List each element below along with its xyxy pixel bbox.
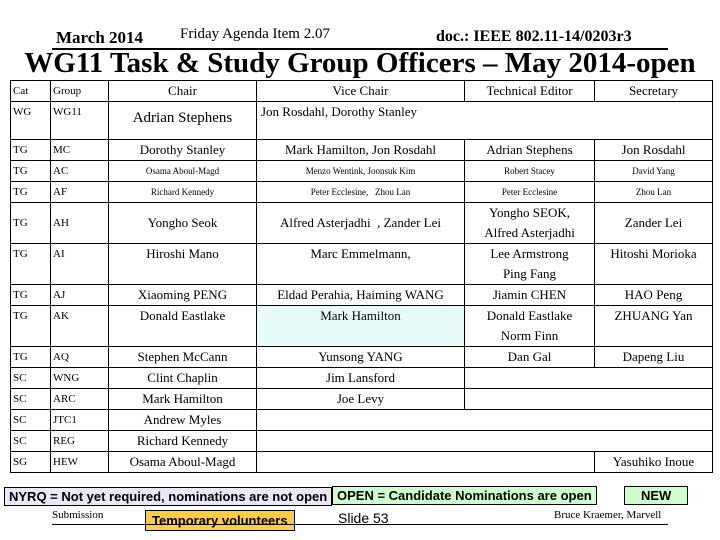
cell-technical-editor: Adrian Stephens [465,140,595,161]
table-row [11,389,713,410]
cell-chair: Osama Aboul-Magd [109,161,257,182]
header-doc-id: doc.: IEEE 802.11-14/0203r3 [436,28,632,45]
table-row [11,244,713,285]
cell-chair: Osama Aboul-Magd [109,452,257,473]
cell-secretary: David Yang [595,161,713,182]
cell-cat: TG [11,140,51,161]
cell-group: JTC1 [51,410,109,431]
header-technical-editor: Technical Editor [465,81,595,102]
cell-secretary: Yasuhiko Inoue [595,452,713,473]
table-header-row [11,81,713,102]
cell-vice-chair: Joe Levy [257,389,465,410]
table-row [11,452,713,473]
cell-secretary: Hitoshi Morioka [595,244,713,285]
legend-temporary-volunteers: Temporary volunteers [145,510,295,531]
cell-cat: SC [11,431,51,452]
header-chair: Chair [109,81,257,102]
editor-line: Alfred Asterjadhi [484,225,575,240]
cell-technical-editor: Robert Stacey [465,161,595,182]
cell-cat: WG [11,102,51,140]
header-secretary: Secretary [595,81,713,102]
header-agenda-item: Friday Agenda Item 2.07 [180,26,330,42]
cell-chair: Richard Kennedy [109,182,257,203]
table-row [11,347,713,368]
cell-cat: SG [11,452,51,473]
cell-chair: Adrian Stephens [109,102,257,140]
cell-group: MC [51,140,109,161]
editor-line: Ping Fang [502,266,557,281]
cell-vice-chair: Jon Rosdahl, Dorothy Stanley [257,102,713,140]
cell-vice-chair: Mark Hamilton [257,306,465,347]
cell-group: AI [51,244,109,285]
slide-title: WG11 Task & Study Group Officers – May 2014-open [24,47,696,79]
cell-chair: Stephen McCann [109,347,257,368]
cell-chair: Andrew Myles [109,410,257,431]
cell-vice-chair: Peter Ecclesine, Zhou Lan [257,182,465,203]
table-row [11,161,713,182]
table-row [11,182,713,203]
cell-group: HEW [51,452,109,473]
footer-submission: Submission [52,509,104,521]
cell-cat: SC [11,410,51,431]
cell-technical-editor: Jiamin CHEN [465,285,595,306]
cell-technical-editor [465,306,595,347]
cell-empty [257,410,713,431]
cell-vice-chair: Mark Hamilton, Jon Rosdahl [257,140,465,161]
cell-chair: Dorothy Stanley [109,140,257,161]
cell-technical-editor [465,203,595,244]
cell-technical-editor: Peter Ecclesine [465,182,595,203]
cell-cat: SC [11,368,51,389]
table-row [11,410,713,431]
cell-vice-chair: Alfred Asterjadhi , Zander Lei [257,203,465,244]
cell-empty [465,389,713,410]
cell-group: WG11 [51,102,109,140]
cell-technical-editor [465,244,595,285]
cell-group: AC [51,161,109,182]
cell-group: ARC [51,389,109,410]
editor-line: Norm Finn [500,328,559,343]
table-row [11,431,713,452]
cell-secretary: Dapeng Liu [595,347,713,368]
cell-empty [257,431,713,452]
cell-chair: Yongho Seok [109,203,257,244]
cell-secretary: Zander Lei [595,203,713,244]
cell-cat: TG [11,244,51,285]
cell-vice-chair: Yunsong YANG [257,347,465,368]
editor-line: Yongho SEOK, [488,205,571,220]
table-row [11,140,713,161]
cell-cat: TG [11,161,51,182]
cell-empty [465,368,713,389]
cell-secretary: Zhou Lan [595,182,713,203]
cell-vice-chair: Eldad Perahia, Haiming WANG [257,285,465,306]
cell-vice-chair: Menzo Wentink, Joonsuk Kim [257,161,465,182]
cell-group: AQ [51,347,109,368]
legend-nyrq: NYRQ = Not yet required, nominations are not open [4,487,332,506]
table-row [11,102,713,140]
table-row [11,203,713,244]
editor-line: Donald Eastlake [486,308,573,323]
cell-group: AK [51,306,109,347]
table-row [11,368,713,389]
cell-technical-editor: Dan Gal [465,347,595,368]
cell-vice-chair: Marc Emmelmann, [257,244,465,285]
cell-chair: Mark Hamilton [109,389,257,410]
cell-cat: SC [11,389,51,410]
legend-new: NEW [624,486,688,505]
cell-chair: Xiaoming PENG [109,285,257,306]
cell-chair: Clint Chaplin [109,368,257,389]
footer-author: Bruce Kraemer, Marvell [554,509,662,521]
cell-chair: Richard Kennedy [109,431,257,452]
cell-cat: TG [11,306,51,347]
cell-chair: Hiroshi Mano [109,244,257,285]
cell-secretary: Jon Rosdahl [595,140,713,161]
footer-rule [52,524,668,525]
cell-secretary: HAO Peng [595,285,713,306]
cell-group: AJ [51,285,109,306]
cell-group: AF [51,182,109,203]
table-row [11,306,713,347]
cell-vice-chair: Jim Lansford [257,368,465,389]
cell-cat: TG [11,203,51,244]
cell-cat: TG [11,347,51,368]
cell-group: WNG [51,368,109,389]
legend-open: OPEN = Candidate Nominations are open [332,486,597,505]
editor-line: Lee Armstrong [490,246,569,261]
header-cat: Cat [11,81,51,102]
slide-number: Slide 53 [338,510,389,526]
table-row [11,285,713,306]
header-vice-chair: Vice Chair [257,81,465,102]
header-group: Group [51,81,109,102]
cell-chair: Donald Eastlake [109,306,257,347]
cell-empty [257,452,595,473]
officers-table [10,80,713,473]
cell-group: AH [51,203,109,244]
cell-secretary: ZHUANG Yan [595,306,713,347]
cell-cat: TG [11,285,51,306]
cell-cat: TG [11,182,51,203]
cell-group: REG [51,431,109,452]
header-date: March 2014 [56,28,144,47]
